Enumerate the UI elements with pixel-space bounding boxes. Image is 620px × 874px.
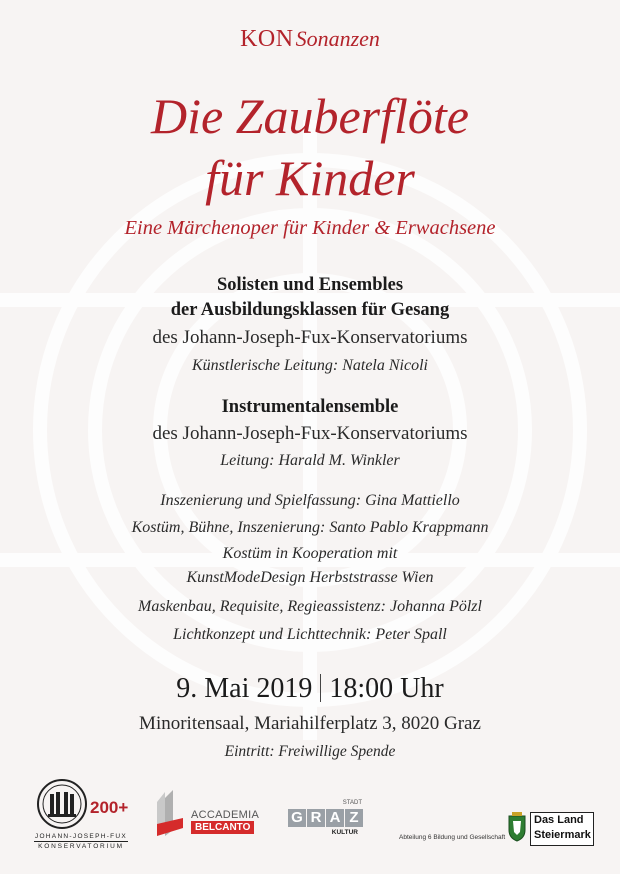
event-datetime (0, 673, 620, 705)
konservatorium-label: KONSERVATORIUM (38, 843, 124, 850)
credit-line: Inszenierung und Spielfassung: Gina Mattiello (160, 492, 460, 509)
graz-letter: G (288, 809, 306, 827)
belcanto-label: BELCANTO (191, 821, 254, 834)
stadt-label: STADT (342, 800, 362, 806)
kultur-label: KULTUR (331, 829, 358, 836)
accademia-belcanto-logo (155, 788, 265, 844)
graz-kultur-logo (288, 800, 370, 842)
credit-line: Maskenbau, Requisite, Regieassistenz: Johanna Pölzl (138, 598, 482, 615)
graz-letter: A (326, 809, 344, 827)
graz-letter: R (307, 809, 325, 827)
title-line-1: Die Zauberflöte (150, 88, 470, 144)
credit-line: KunstModeDesign Herbststrasse Wien (186, 569, 434, 586)
credit-line: Kostüm in Kooperation mit (222, 545, 398, 562)
credit-line: Kostüm, Bühne, Inszenierung: Santo Pablo Krappmann (131, 519, 489, 536)
brand-logo (0, 26, 620, 60)
accademia-label: ACCADEMIA (191, 809, 260, 821)
section2-heading: Instrumentalensemble (221, 397, 399, 417)
steiermark-line-1: Das Land (534, 814, 584, 826)
accademia-mark-icon (155, 788, 185, 838)
steiermark-logo (508, 812, 594, 848)
section1-heading-1: Solisten und Ensembles (216, 275, 404, 295)
brand-sonanzen: Sonanzen (295, 26, 380, 51)
anniversary-badge: 200+ (90, 798, 129, 817)
graz-letter: Z (345, 809, 363, 827)
title-line-2: für Kinder (205, 150, 415, 206)
konservatorium-rule (34, 841, 128, 842)
event-entry: Eintritt: Freiwillige Spende (224, 743, 396, 760)
steiermark-line-2: Steiermark (534, 829, 591, 841)
event-venue: Minoritensaal, Mariahilferplatz 3, 8020 Graz (139, 713, 481, 734)
section1-lead: Künstlerische Leitung: Natela Nicoli (192, 357, 428, 374)
section2-lead: Leitung: Harald M. Winkler (220, 452, 400, 469)
brand-kon: KON (240, 26, 294, 52)
event-date: 9. Mai 2019 (176, 673, 313, 704)
credit-line: Lichtkonzept und Lichttechnik: Peter Spall (173, 626, 447, 643)
steiermark-box (530, 812, 594, 846)
section1-heading-2: der Ausbildungsklassen für Gesang (170, 300, 450, 320)
graz-letters (288, 809, 363, 827)
conservatory-seal-icon (36, 778, 88, 830)
date-separator (320, 674, 321, 702)
event-time: 18:00 Uhr (329, 673, 444, 704)
konservatorium-name: JOHANN-JOSEPH-FUX (34, 833, 128, 840)
abteilung-label: Abteilung 6 Bildung und Gesellschaft (399, 834, 506, 841)
steiermark-crest-icon (508, 812, 526, 842)
subtitle: Eine Märchenoper für Kinder & Erwachsene (124, 217, 496, 239)
konservatorium-logo (30, 778, 132, 848)
section2-institution: des Johann-Joseph-Fux-Konservatoriums (152, 423, 468, 444)
section1-institution: des Johann-Joseph-Fux-Konservatoriums (152, 327, 468, 348)
